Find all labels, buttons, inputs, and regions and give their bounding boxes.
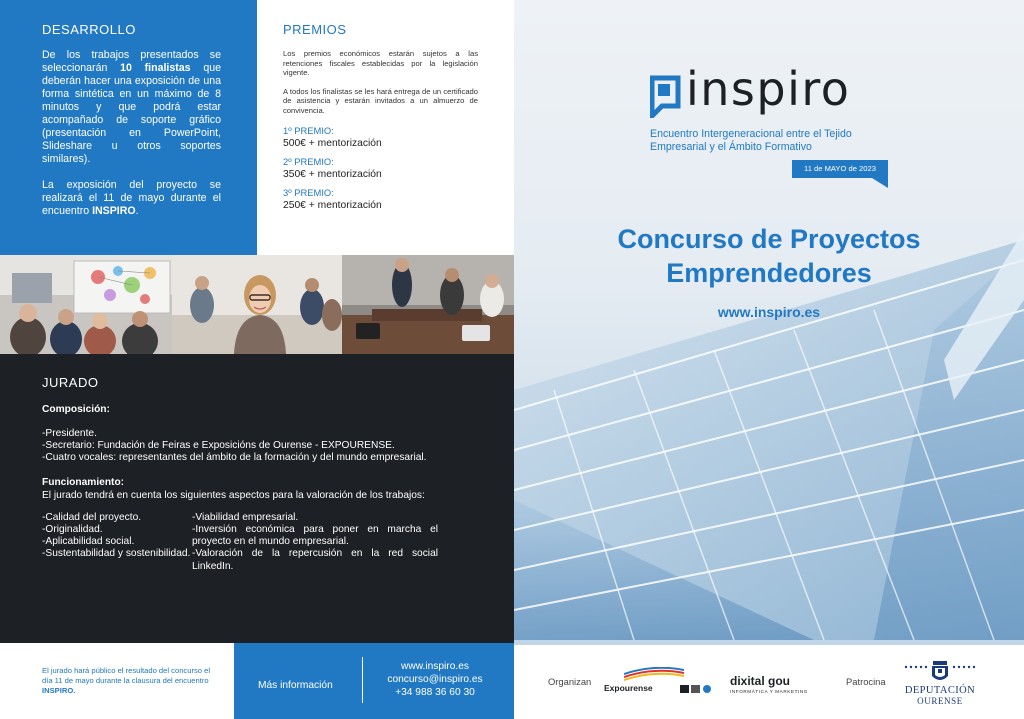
prize-value: 500€ + mentorización	[283, 137, 382, 149]
photo-strip	[0, 255, 514, 354]
email-link[interactable]: concurso@inspiro.es	[387, 674, 483, 685]
desarrollo-p1-bold: 10 finalistas	[120, 62, 191, 74]
prize-1	[283, 125, 478, 150]
result-notice	[42, 666, 212, 696]
premios-paragraph-1: Los premios económicos estarán sujetos a las retenciones fiscales establecidas por la legislación vigente.	[283, 49, 478, 78]
criteria-item: -Valoración de la repercusión en la red social LinkedIn.	[192, 548, 438, 572]
criteria-columns	[42, 512, 472, 573]
prize-label: 3º PREMIO:	[283, 186, 334, 198]
desarrollo-p1-text-a: De los trabajos presentados se seleccionarán	[42, 49, 221, 74]
criteria-item: -Originalidad.	[42, 524, 103, 536]
criteria-item: -Sustentabilidad y sostenibilidad.	[42, 548, 191, 560]
logo-wordmark: inspiro	[686, 62, 851, 116]
desarrollo-p2-bold: INSPIRO	[92, 205, 136, 217]
jurado-section	[0, 354, 514, 643]
event-subtitle: Encuentro Intergeneracional entre el Tejido Empresarial y el Ámbito Formativo	[650, 128, 852, 153]
desarrollo-p1-text-c: que deberán hacer una exposición de una forma sintética en un máximo de 8 minutos y que podrá estar acompañado de soporte gráfico (presentación en PowerPoint, Slideshare u otros soportes similares).	[42, 62, 221, 165]
prize-label: 2º PREMIO:	[283, 155, 334, 167]
premios-section	[257, 0, 514, 255]
funcionamiento-text: El jurado tendrá en cuenta los siguientes aspectos para la valoración de los trabajos:	[42, 489, 425, 501]
desarrollo-p2-text-c: .	[135, 205, 139, 217]
website-link[interactable]: www.inspiro.es	[401, 661, 469, 672]
prize-3	[283, 187, 478, 212]
dixital-gou-logo: dixital gou	[730, 674, 790, 688]
criteria-item: -Viabilidad empresarial.	[192, 511, 299, 523]
expourense-wordmark: Expourense	[604, 683, 653, 693]
sponsor-label: Patrocina	[846, 676, 886, 687]
sponsor-name-line-2: OURENSE	[917, 696, 963, 706]
logo-speech-bubble-icon	[650, 74, 684, 118]
composicion-item: -Cuatro vocales: representantes del ámbito de la formación y del mundo empresarial.	[42, 452, 427, 464]
premios-heading: PREMIOS	[283, 22, 347, 37]
footer-left	[0, 643, 514, 719]
criteria-item: -Inversión económica para poner en marcha el proyecto en el mundo empresarial.	[192, 524, 438, 548]
expourense-stripes-icon	[624, 667, 684, 681]
office-photo	[172, 255, 342, 354]
notice-text: El jurado hará público el resultado del concurso el día 11 de mayo durante la clausura del encuentro	[42, 666, 211, 685]
criteria-column-1	[42, 512, 192, 573]
funcionamiento-heading: Funcionamiento:	[42, 476, 125, 488]
criteria-item: -Aplicabilidad social.	[42, 536, 135, 548]
more-info-label: Más información	[258, 680, 333, 691]
prize-label: 1º PREMIO:	[283, 124, 334, 136]
cover-website[interactable]: www.inspiro.es	[717, 304, 821, 320]
desarrollo-paragraph-1	[42, 49, 221, 166]
sponsors-bar	[514, 645, 1024, 719]
event-date-badge: 11 de MAYO de 2023	[792, 160, 888, 178]
contact-box	[234, 643, 514, 719]
expourense-logo	[604, 667, 690, 695]
workshop-photo	[342, 255, 514, 354]
notice-bold: INSPIRO.	[42, 686, 76, 695]
contact-divider	[362, 657, 363, 703]
sponsor-name-line-1: DEPUTACIÓN	[904, 685, 976, 696]
prize-2	[283, 156, 478, 181]
desarrollo-heading: DESARROLLO	[42, 22, 136, 37]
coat-of-arms-icon	[902, 655, 978, 685]
desarrollo-paragraph-2	[42, 179, 221, 218]
desarrollo-p2-text-a: La exposición del proyecto se realizará el 11 de mayo durante el encuentro	[42, 179, 221, 217]
prize-value: 250€ + mentorización	[283, 199, 382, 211]
premios-paragraph-2: A todos los finalistas se les hará entrega de un certificado de asistencia y estarán invitados a un almuerzo de convivencia.	[283, 86, 478, 115]
contest-title-line-2: Emprendedores	[666, 258, 872, 288]
criteria-item: -Calidad del proyecto.	[42, 511, 142, 523]
contest-title-line-1: Concurso de Proyectos	[617, 224, 921, 254]
prize-value: 350€ + mentorización	[283, 168, 382, 180]
meeting-photo	[0, 255, 172, 354]
cover-panel	[514, 0, 1024, 719]
date-badge-tail-icon	[872, 178, 888, 188]
dixital-gou-tagline: INFORMÁTICA Y MARKETING	[730, 689, 808, 694]
organizers-label: Organizan	[548, 676, 592, 687]
criteria-column-2	[192, 512, 438, 573]
deputacion-ourense-logo	[902, 655, 978, 706]
contest-title	[554, 222, 984, 290]
inspiro-logo	[650, 62, 851, 123]
desarrollo-section	[0, 0, 257, 255]
contact-details	[370, 660, 500, 699]
phone-number[interactable]: +34 988 36 60 30	[395, 687, 475, 698]
composicion-heading: Composición:	[42, 404, 110, 415]
composicion-item: -Presidente.	[42, 428, 97, 439]
jurado-heading: JURADO	[42, 375, 99, 390]
composicion-item: -Secretario: Fundación de Feiras e Exposicións de Ourense - EXPOURENSE.	[42, 440, 395, 452]
certification-badges-icon	[680, 685, 712, 693]
